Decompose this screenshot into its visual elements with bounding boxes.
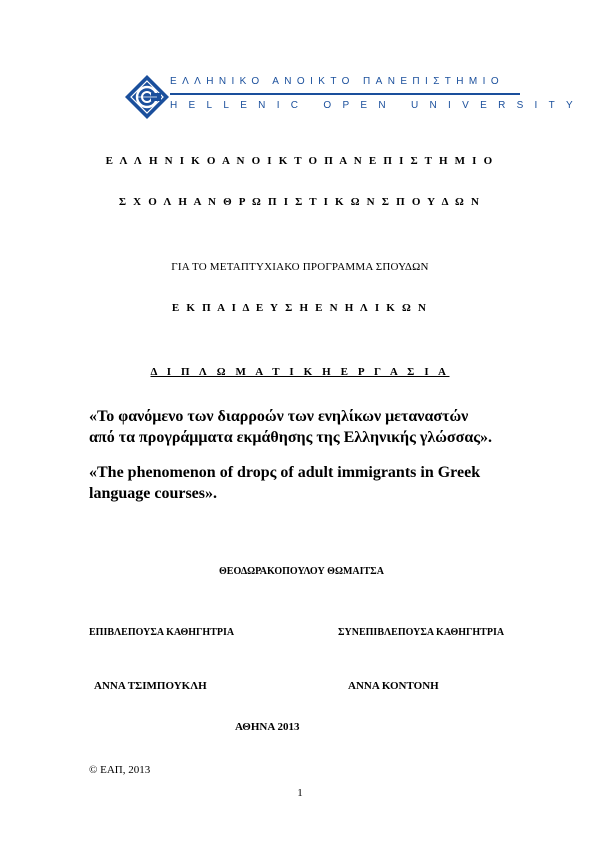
document-type: Δ Ι Π Λ Ω Μ Α Τ Ι Κ Η Ε Ρ Γ Α Σ Ι Α (150, 366, 450, 378)
thesis-title-english-line1: «The phenomenon of dropς of adult immigrants in Greek (89, 464, 481, 481)
logo-text-english: HELLENIC OPEN UNIVERSITY (170, 100, 585, 111)
hou-emblem-icon (124, 74, 170, 120)
supervisor-label: ΕΠΙΒΛΕΠΟΥΣΑ ΚΑΘΗΓΗΤΡΙΑ (89, 627, 235, 638)
cosupervisor-name: ΑΝΝΑ ΚΟΝΤΟΝΗ (348, 680, 439, 692)
cosupervisor-label: ΣΥΝΕΠΙΒΛΕΠΟΥΣΑ ΚΑΘΗΓΗΤΡΙΑ (338, 627, 505, 638)
copyright-notice: © ΕΑΠ, 2013 (89, 764, 151, 776)
logo-divider (170, 93, 520, 95)
page-number: 1 (297, 787, 303, 799)
author-name: ΘΕΟΔΩΡΑΚΟΠΟΥΛΟΥ ΘΩΜΑΙΤΣΑ (219, 566, 384, 577)
place-year: ΑΘΗΝΑ 2013 (235, 721, 300, 733)
school-name: Σ Χ Ο Λ Η Α Ν Θ Ρ Ω Π Ι Σ Τ Ι Κ Ω Ν Σ Π Ο Υ Δ Ω Ν (118, 196, 482, 208)
thesis-title-english (89, 462, 529, 504)
logo-text-greek: ΕΛΛΗΝΙΚΟ ΑΝΟΙΚΤΟ ΠΑΝΕΠΙΣΤΗΜΙΟ (170, 76, 505, 87)
thesis-title-english-line2: language courses». (89, 485, 217, 502)
thesis-title-greek-line2: από τα προγράμματα εκμάθησης της Ελληνικής γλώσσας». (89, 429, 493, 446)
thesis-title-greek (89, 406, 529, 448)
program-intro: ΓΙΑ ΤΟ ΜΕΤΑΠΤΥΧΙΑΚΟ ΠΡΟΓΡΑΜΜΑ ΣΠΟΥΔΩΝ (171, 261, 429, 273)
program-name: Ε Κ Π Α Ι Δ Ε Υ Σ Η Ε Ν Η Λ Ι Κ Ω Ν (171, 302, 429, 314)
supervisor-name: ΑΝΝΑ ΤΣΙΜΠΟΥΚΛΗ (94, 680, 207, 692)
thesis-title-greek-line1: «Το φανόμενο των διαρροών των ενηλίκων μεταναστών (89, 408, 469, 425)
university-name: Ε Λ Λ Η Ν Ι Κ Ο Α Ν Ο Ι Κ Τ Ο Π Α Ν Ε Π Ι Σ Τ Η Μ Ι Ο (105, 155, 495, 167)
